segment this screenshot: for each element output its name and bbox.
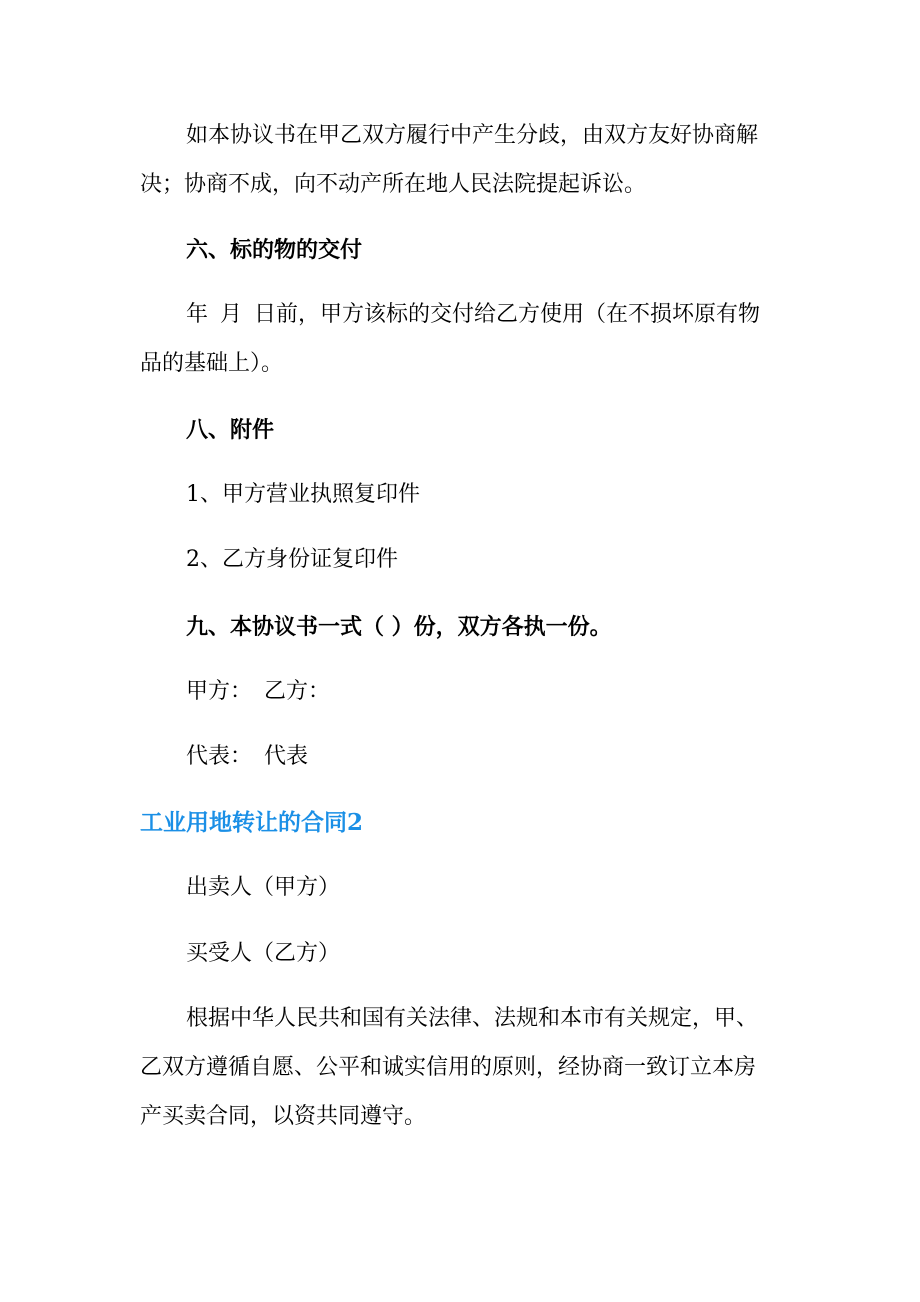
attachment-item-2: 2、乙方身份证复印件 bbox=[186, 547, 398, 572]
attachment-item-1: 1、甲方营业执照复印件 bbox=[186, 482, 420, 507]
delivery-text: 日前，甲方该标的交付给乙方使用（在不损坏原有物 bbox=[254, 302, 761, 327]
dispute-paragraph-line-1: 如本协议书在甲乙双方履行中产生分歧，由双方友好协商解 bbox=[186, 123, 759, 148]
section-9-title: 九、本协议书一式（ ）份，双方各执一份。 bbox=[186, 614, 612, 640]
section-8-title: 八、附件 bbox=[186, 417, 275, 443]
preamble-line-2: 乙双方遵循自愿、公平和诚实信用的原则，经协商一致订立本房 bbox=[140, 1055, 757, 1080]
delivery-paragraph-line-1 bbox=[186, 299, 846, 331]
party-a-label: 甲方： bbox=[186, 679, 253, 704]
delivery-month-label: 月 bbox=[220, 302, 243, 327]
preamble-line-3: 产买卖合同，以资共同遵守。 bbox=[140, 1104, 427, 1129]
delivery-paragraph-line-2: 品的基础上）。 bbox=[140, 351, 284, 376]
representative-labels-line bbox=[186, 741, 846, 773]
buyer-line: 买受人（乙方） bbox=[186, 941, 341, 966]
delivery-year-label: 年 bbox=[186, 302, 209, 327]
party-labels-line bbox=[186, 676, 846, 708]
seller-line: 出卖人（甲方） bbox=[186, 875, 341, 900]
rep-a-label: 代表： bbox=[186, 744, 253, 769]
rep-b-label: 代表 bbox=[264, 744, 309, 769]
contract-2-heading: 工业用地转让的合同2 bbox=[140, 809, 364, 836]
preamble-line-1: 根据中华人民共和国有关法律、法规和本市有关规定，甲、 bbox=[186, 1006, 759, 1031]
party-b-label: 乙方： bbox=[264, 679, 331, 704]
section-6-title: 六、标的物的交付 bbox=[186, 237, 363, 263]
dispute-paragraph-line-2: 决；协商不成，向不动产所在地人民法院提起诉讼。 bbox=[140, 172, 647, 197]
